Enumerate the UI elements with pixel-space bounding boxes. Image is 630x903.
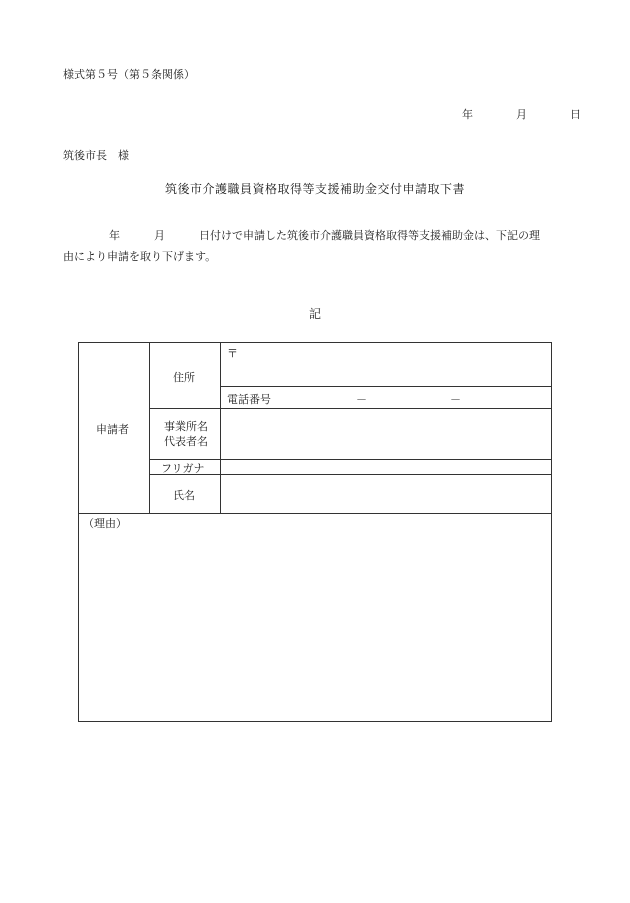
application-table	[78, 342, 552, 722]
divider	[149, 343, 150, 513]
date-line	[462, 106, 581, 122]
phone-dash-1: －	[356, 393, 367, 406]
body-line1-rest: 日付けで申請した筑後市介護職員資格取得等支援補助金は、下記の理	[199, 229, 540, 242]
body-line-2: 由により申請を取り下げます。	[63, 250, 217, 263]
phone-label: 電話番号	[227, 393, 271, 406]
body-text	[63, 225, 569, 267]
body-year: 年	[109, 229, 120, 242]
furigana-label: フリガナ	[161, 462, 205, 475]
divider	[149, 408, 552, 409]
business-name-label-line1: 事業所名	[164, 420, 208, 433]
document-title: 筑後市介護職員資格取得等支援補助金交付申請取下書	[164, 182, 465, 196]
name-label: 氏名	[173, 489, 195, 502]
body-month: 月	[154, 229, 165, 242]
postal-mark: 〒	[227, 347, 238, 360]
divider	[149, 459, 552, 460]
representative-name-label: 代表者名	[164, 435, 208, 448]
applicant-label: 申請者	[96, 423, 129, 436]
body-line-1	[63, 225, 569, 246]
ki-heading: 記	[308, 307, 321, 321]
addressee: 筑後市長 様	[63, 149, 129, 162]
business-name-label	[164, 419, 208, 449]
date-day: 日	[570, 108, 581, 121]
form-number: 様式第５号（第５条関係）	[63, 68, 195, 81]
date-year: 年	[462, 108, 473, 121]
address-label: 住所	[173, 371, 195, 384]
divider	[220, 343, 221, 513]
divider	[149, 474, 552, 475]
date-month: 月	[516, 108, 527, 121]
divider	[79, 513, 552, 514]
divider	[220, 386, 552, 387]
reason-label: （理由）	[83, 517, 127, 530]
phone-dash-2: －	[450, 393, 461, 406]
